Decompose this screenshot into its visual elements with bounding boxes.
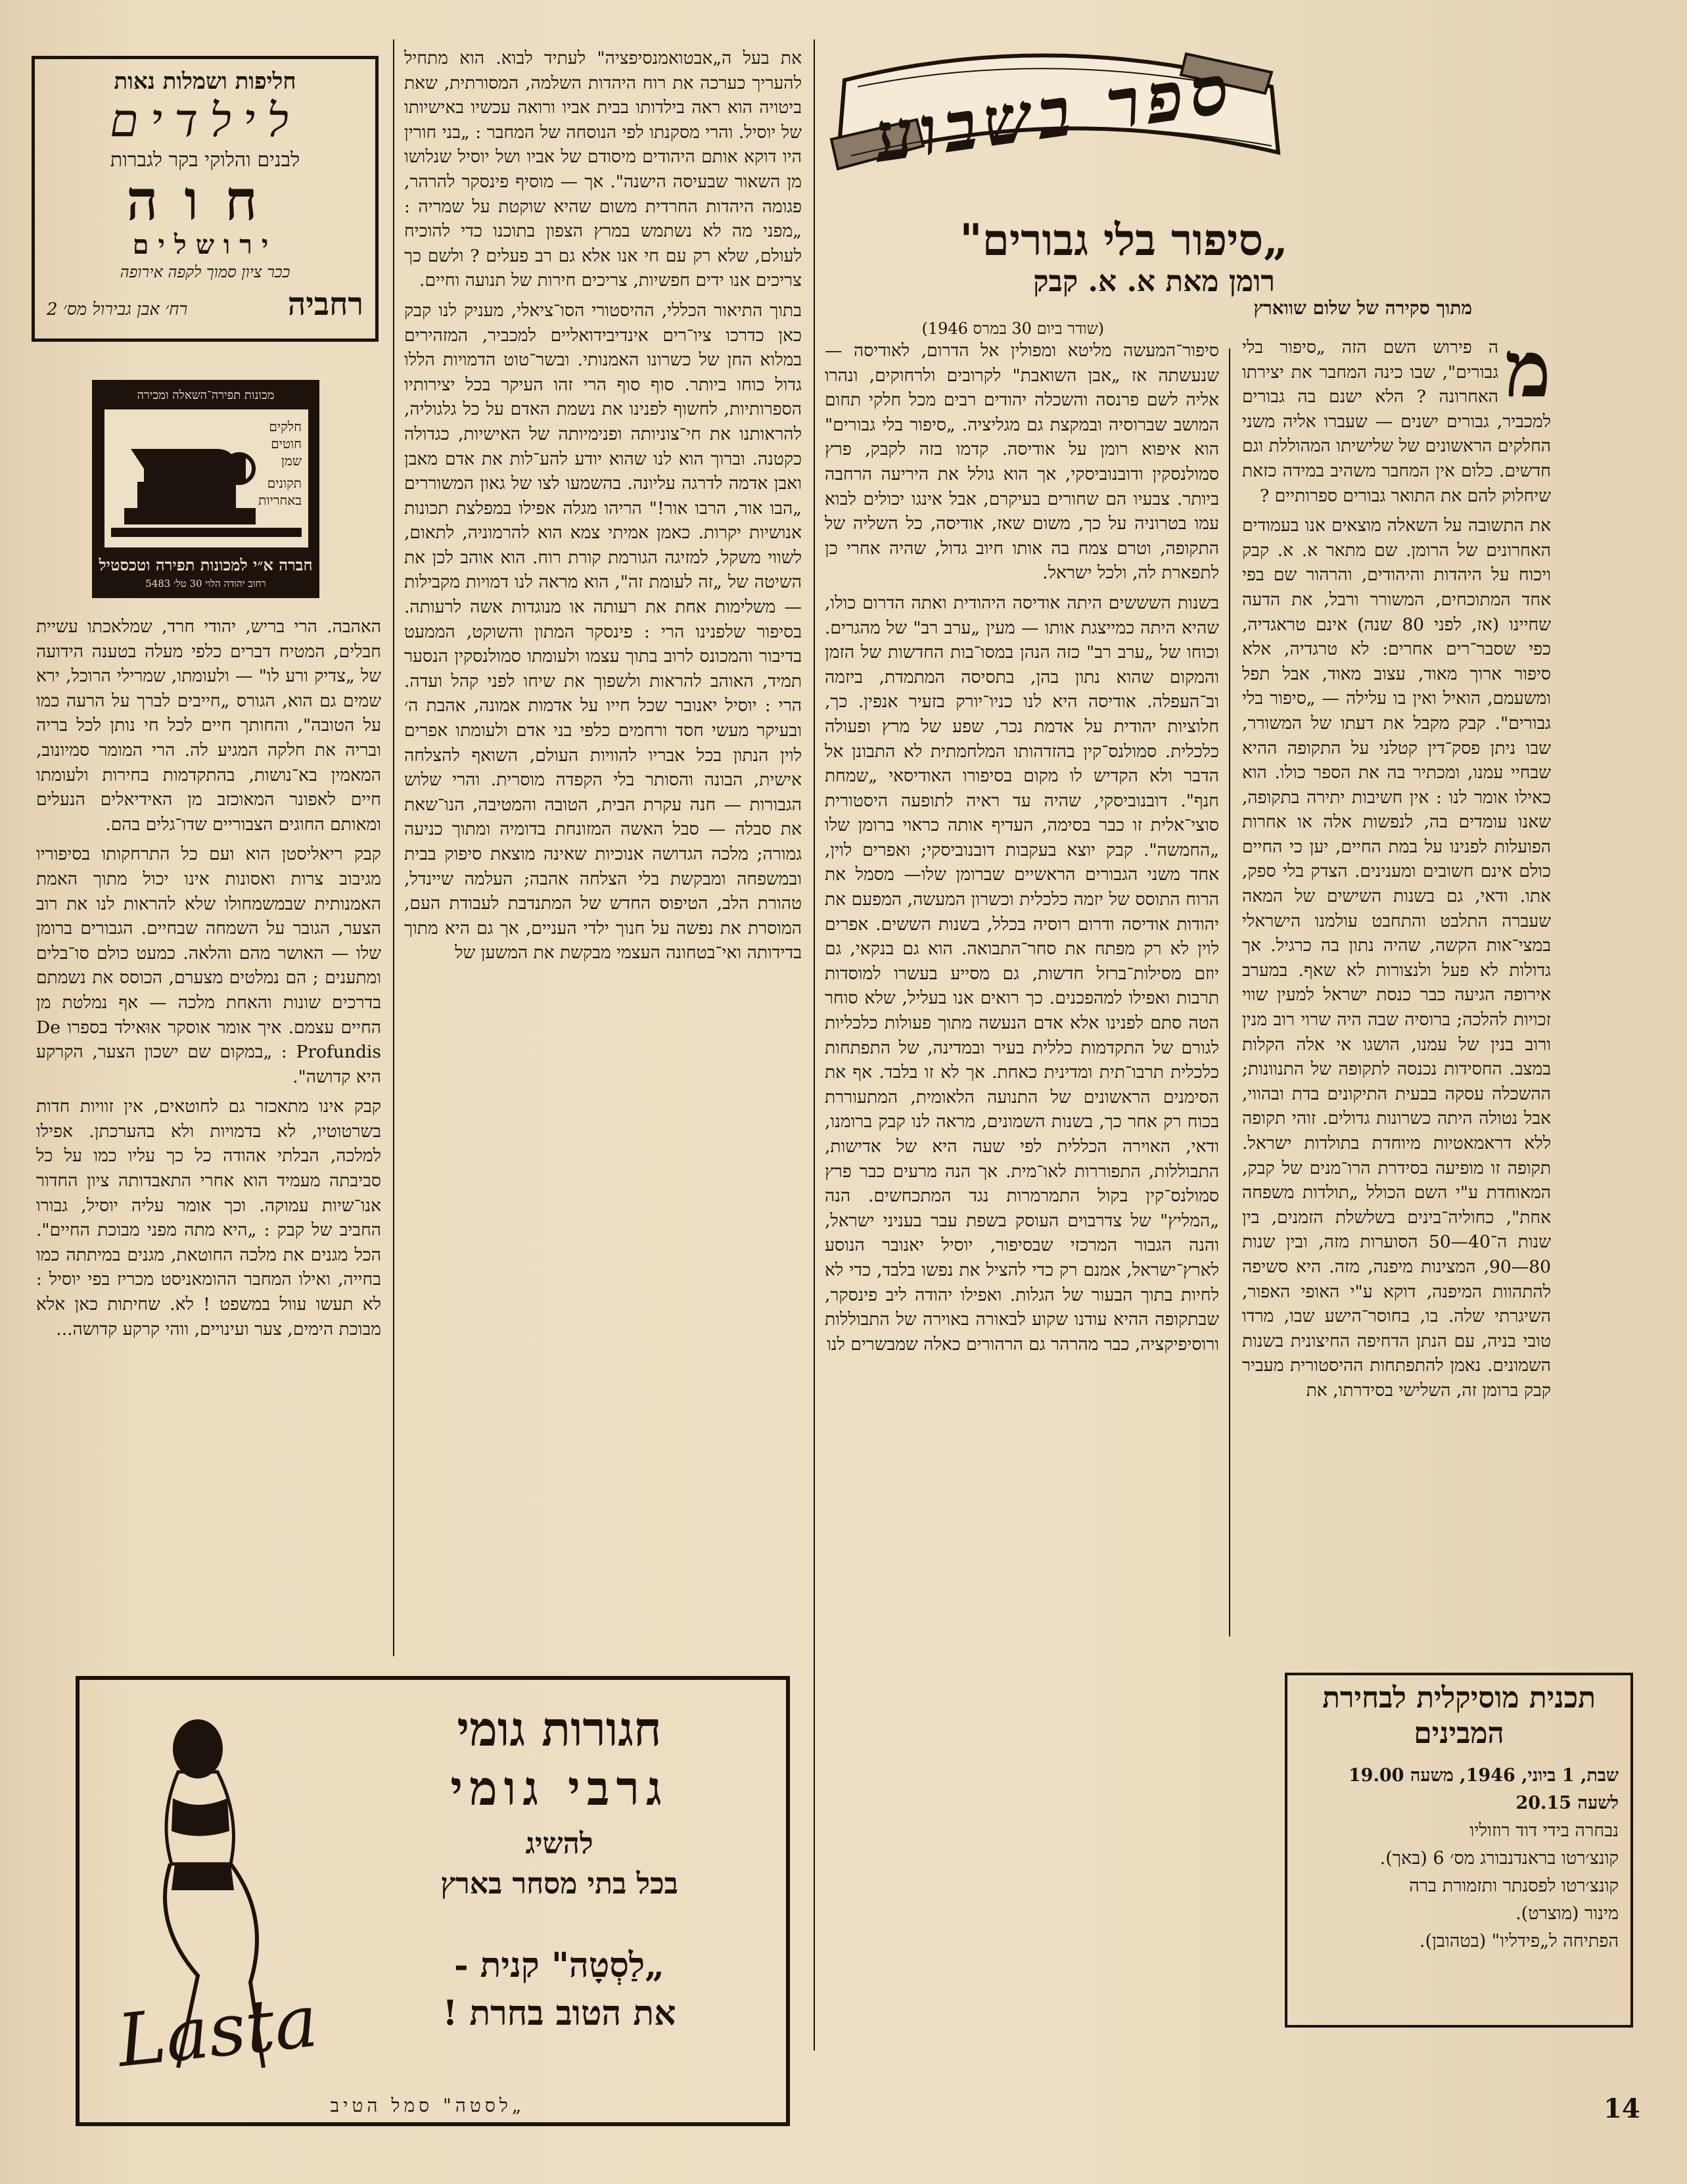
ad-address: רחוב יהודה הלוי 30 טל׳ 5483 — [145, 578, 266, 590]
paragraph: את התשובה על השאלה מוצאים אנו בעמודים האחרונים של הרומן. שם מתאר א. א. קבק ויכוח על היהדות והיהודים, והרהור שם בפי אחד המתוכחים, המשורר ורבל, את הדעה שחיינו (אז, לפני 80 שנה) אינם טראגדיה, כפי שסבר־רים אחרים: לא טרגדיה, אלא סיפור ארוך מאוד, עצוב מאוד, אבל תפל ומשעמם, הואיל ואין בו עלילה — „סיפור בלי גבורים". קבק מקבל את דעתו של המשורר, שבו ניתן פסק־דין קטלני על התקופה ההיא שבחיי עמנו, ומכתיר בה את הספר כולו. הוא כאילו אומר לנו : אין חשיבות יתירה בתקופה, שאנו עומדים בה, לנפשות אלה או אחרות הפועלות לפנינו על במת החיים, יען כי החיים כולם אינם חשובים ומענינים. הצדק בלי ספק, אתו. ודאי, גם בשנות השישים של המאה שעברה התלבט והתחבט עולמנו הישראלי במצי־אות הקשה, שהיה נתון בה כרגיל. אך גדולות לא פעל ולנצורות לא שאף. במערב אירופה הגיעה כבר כנסת ישראל למעין שווי זכויות להלכה; ברוסיה שבה היה שרוי רוב מנין ורוב בנין של עמנו, הושגו אי אלה הקלות במצב. החסידות נכנסה לתקופה של התנוונות; ההשכלה עסקה בבעית התיקונים בדת ובהווי, אבל נטולה היתה כשרונות גדולים. זוהי תקופה ללא דראמאטיות מיוחדת בתולדות ישראל. תקופה זו מופיעה בסידרת הרו־מנים של קבק, המאוחדת ע"י השם הכולל „תולדות משפחה אחת", כחוליה־בינים בשלשלת הזמנים, בין שנות ה־40—50 הסוערות מזה, ובין שנות 80—90, המצינות מיפנה, מזה. היא סשיפה להתהוות המיפנה, דוקא ע"י האופי האפור, השיגרתי שלה. בו, בחוסר־הישע שבו, מרדו טובי בניה, עם הנתן הדחיפה החיצונית בשנות השמונים. נאמן להתפתחות ההיסטורית מעביר קבק ברומן זה, השלישי בסידרתו, את — [1242, 515, 1551, 1401]
drop-cap: מ — [1505, 323, 1551, 415]
ad-line: באחריות — [258, 492, 302, 508]
ad-line: מינור (מוצרט). — [1515, 1903, 1619, 1924]
ad-line: „לַסְטָה" קנית - — [453, 1945, 665, 1986]
ad-line: מכונות תפירה־השאלה ומכירה — [137, 388, 275, 402]
paragraph: סיפור־המעשה מליטא ומפולין אל הדרום, לאודיסה — שנעשתה אז „אבן השואבת" לקרובים ולרחוקים, ונהרו אליה לשם פרנסה והשכלה יהודים רבים מכל חלקי תחום המושב שברוסיה ובמקצת גם מגליציה. „סיפור בלי גבורים" הוא איפוא רומן על אודיסה. קדמו בזה לקבק, פרץ סמולנסקין ודובנוביסקי, אך הוא גולל את היריעה הרחבה ביותר. צבעיו הם שחורים בעיקרם, אבל אינגו יכולים לבוא עמו בטרוניה על כך, משום שאז, אודיסה, כל השליה של התקופה, וטרם צמח בה אותו חיוב גדול, שהיה אחרי כן לתפארת לה, ולכל ישראל. — [825, 340, 1219, 584]
column-divider — [1229, 348, 1230, 1637]
article-byline: מתוך סקירה של שלום שווארץ — [1253, 297, 1472, 319]
ad-line: לשעה 20.15 — [1515, 1793, 1619, 1813]
article-subtitle: רומן מאת א. א. קבק — [1032, 265, 1275, 298]
column-divider — [393, 39, 394, 1656]
ad-title: תכנית מוסיקלית לבחירת המבינים — [1322, 1681, 1596, 1750]
ad-line: חוטים — [271, 436, 302, 452]
article-column-1 — [1242, 323, 1551, 1403]
paragraph: קבק אינו מתאכזר גם לחוטאים, אין זוויות חדות בשרטוטיו, לא בדמויות ולא בהערכתן. אפילו למלכה, הבלתי אהודה כל כך עליו כמו על כל סביבתה מעמיד הוא אחרי התאבדותה ציון החדור אנו־שיות עמוקה. וכך אומר עליה יוסיל, גבורו החביב של קבק : „היא מתה מפני מבוכת החיים". הכל מגנים את מלכה החוטאת, מגנים במיתתה כמו בחייה, ואילו המחבר ההומאניסט מכריז בפי יוסיל : לא תעשו עוול במשפט ! לא. שחיתות כאן אלא מבוכת הימים, צער ועינויים, ווהי קרקע קדושה... — [36, 1096, 381, 1339]
lasta-ad — [76, 1676, 790, 2126]
ad-line: לילדים — [109, 93, 300, 147]
ad-line: הפתיחה ל„פידליו" (בטהובן). — [1419, 1931, 1619, 1951]
ad-line: קונצ׳רטו לפסנתר ותזמורת ברה — [1409, 1876, 1619, 1896]
ad-line: תקונים — [267, 475, 302, 491]
music-program-ad — [1285, 1673, 1633, 2028]
ad-line: את הטוב בחרת ! — [442, 1993, 676, 2033]
paragraph: קבק ריאליסטן הוא ועם כל התרחקותו בסיפוריו מגיבוב צרות ואסונות אינו יכול מתוך האמת האמנותית שבמשמחולו שלא להראות לנו את רוב הצער, הגובר על השמחה שבחיים. הגבורים ברומן שלו — האושר מהם והלאה. כמעט כולם סו־בלים ומתענים ; הם נמלטים מצערם, הכוסס את נשמתם בדרכים שונות והאחת מלכה — אף נמלטת מן החיים עצמם. איך אומר אוסקר אוּאילד בספרו De Profundis : „במקום שם ישכון הצער, הקרקע היא קדושה". — [36, 844, 381, 1087]
ad-brand: חוה — [126, 168, 284, 233]
ad-line: קונצ׳רטו בראנדנבורג מס׳ 6 (באך). — [1379, 1848, 1619, 1869]
article-broadcast-date: (שודר ביום 30 במרס 1946) — [921, 319, 1104, 338]
paragraph: בתוך התיאור הכללי, ההיסטורי הסו־ציאלי, מעניק לנו קבק כאן כדרכו ציו־רים אינדיבידואליים למכביר, המזהירים במלוא החן של כשרונו האמנותי. ובשר־טוט הדמויות הללו גדול כוחו ביותר. סוף סוף הרי זהו העיקר בכל יצירותיו הספרותיות, לחשוף לפנינו את נשמת האדם על כל גלגוליה, להראותנו את חי־צוניותה ופנימיותה של האישיות, כגדולה כקטנה. וברוך הוא לנו שהוא יודע להע־לות את אדם מאבן ואבן אדמה לדרגה עליונה. בהשמעו לצו של גאון המשוררים „הבו אור, הרבו אור!" הריהו מגלה אפילו במפלצת תכונות אנושיות יקרות. כאמן אמיתי צמא הוא להרמוניה, לתאום, לשווי משקל, למזיגה הגורמת קורת רוח. הוא אוהב לכן את השיטה של „זה לעומת זה", הוא מראה לנו דמויות מקבילות — משלימות אחת את רעותה או מנוגדות אשה לרעותה. בסיפור שלפנינו הרי : פינסקר המתון והשוקט, הממעט בדיבור והמכונס לרוב בתוך עצמו ולעומתו סמולנסקין הנסער תמיד, האוהב להראות ולשפוך את שיחו לפני קהל ועדה. הרי : יוסיל יאנובר שכל חייו על אדמות אמונה, אהבת ה׳ ובעיקר מעשי חסד ורחמים כלפי בני אדם ולעומתו אפרים לוין הנתון בכל אבריו להוויות העולם, השואף להצלחה אישית, הבונה והסותר בלי הקפדה מוסרית. והרי שלוש הגבורות — חנה עקרת הבית, הטובה והמטיבה, הנו־שאת את סבלה — סבל האשה המזונחת בדומיה ומתוך כניעה גמורה; מלכה הגדושה אנוכיות שאינה מוצאת סיפוק בבית ובמשפחה ומבקשת בלי הצלחה אהבה; העלמה שיינדל, טהורת הלב, הטיפוס החדש של המתנדבת לעבודת העם, המוסרת את נפשה על חנוך ילדי העניים, אך גם היא מתוך בדידותה ואי־בטחונה העצמי מבקשת את המשען של — [404, 300, 802, 964]
ad-line: ככר ציון סמוך לקפה אירופה — [120, 263, 290, 281]
masthead-logo — [818, 41, 1291, 192]
ad-line: חגורות גומי — [457, 1701, 662, 1757]
ad-line: גרבי גומי — [450, 1760, 668, 1816]
ad-line: בכל בתי מסחר בארץ — [440, 1867, 678, 1901]
ad-line: שבת, 1 ביוני, 1946, משעה 19.00 — [1348, 1765, 1619, 1786]
lasta-logo: Lasta — [113, 1978, 322, 2083]
paragraph: ה פירוש השם הזה „סיפור בלי גבורים", שבו כינה המחבר את יצירתו האחרונה ? הלא ישנם בה גבורים למכביר, גבורים ישנים — שעברו אליה משני החלקים הראשונים של שלישיתו המהוללת וגם חדשים. כלום אין המחבר משהיב במידה כזאת שיחלוק להם את התואר גבורים ספרותיים ? — [1242, 337, 1551, 506]
ad-line: חלקים — [269, 419, 302, 434]
logo-text: ספר בשבוע — [869, 47, 1241, 178]
paragraph: בשנות השששים היתה אודיסה היהודית ואתה הדרום כולו, שהיא היתה כמייצגת אותו — מעין „ערב רב" של מהגרים. וכוחו של „ערב רב" כזה הנהן במסו־בות החדשות של הזמן והמקום שהוא נתון בהן, בתסיסה המתמדת, ביזמה וב־העפלה. אודיסה היא לנו כניו־יורק בזעיר אנפין. כך, חלוציות יהודית על אדמת נכר, שפע של מרץ ופעולה כלכלית. סמולנס־קין בהזדהותו המלחמתית לא התבונן אל הדבר ולא הקדיש לו מקום בסיפורו האודיסאי „שמחת חנף". דובנוביסקי, שהיה עד ראיה לתופעה היסטורית סוצי־אלית זו כבר בסימה, העדיף אותה כראוי ברומן שלו „החמשה". קבק יוצא בעקבות דובנוביסקי; ואפרים לוין, אחד משני הגבורים הראשיים שברומן שלו— מסמל את הרוח התוסס של יזמה כלכלית וכשרון המעשה, המפעם את יהודות אודיסה ודרום רוסיה בכלל, בשנות הששים. אפרים לוין לא רק מפתח את סחר־התבואה. הוא גם בנקאי, גם יוזם מסילות־ברזל חדשות, גם מסייע בעשרו למוסדות תרבות ואפילו למהפכנים. כך רואים אנו בעליל, שלא סוחר הטה סתם לפנינו אלא אדם הנעשה מתוך פעולות כלכליות לגורם של התקדמות כללית בעיר ובמדינה, של התפתחות כלכלית תרבו־תית ומדינית כאחת. אך לא זו בלבד. אף את הסימנים הראשונים של התנועה הלאומית, המתעוררת בכוח רק אחר כך, בשנות השמונים, מראה לנו קבק ברומנו, ודאי, האוירה הכללית לפי שעה היא של אדישות, התבוללות, התפוררות לאו־מית. אך הנה מרעים כבר פרץ סמולנס־קין בקול התמרמרות נגד המתכחשים. הנה „המליץ" של צדרבוים העוסק בשפת עבר בעניני ישראל, והנה הגבור המרכזי שבסיפור, יוסיל יאנובר הנוסע לארץ־ישראל, אמנם רק כדי להציל את נפשו בלבד, כדי לא לחיות בתוך הבעור של הגלות. ואפילו יהודה ליב פינסקר, שבתקופה ההיא עודנו שקוע לבאורה באוירה של התבוללות ורוסיפיקציה, כבר מהרהר גם הרהורים כאלה שמבשרים לנו — [825, 592, 1219, 1355]
ad-line: לבנים והלוקי בקר לגברות — [110, 149, 300, 172]
column-divider — [814, 39, 815, 2051]
ad-line: נבחרה בידי דוד רוזוליו — [1469, 1821, 1619, 1841]
article-column-4 — [36, 615, 381, 1341]
paragraph: את בעל ה„אבטואמנסיפציה" לעתיד לבוא. הוא מתחיל להעריך כערכה את רוח היהדות השלמה, המסורתית, שאת ביטויה הוא ראה בילדותו בבית אביו ורואה עכשיו באישיותו של יוסיל. והרי מסקנתו לפי הנוסחה של המחבר : „בני חורין היו דוקא אותם היהודים מיסודם של אביו ושל יוסיל שנלושו מן השאור שבעיסה הישנה". אך — מוסיף פינסקר להרהר, פגומה היהדות החרדית משום שהיא שוקטת על שמריה : „מפני מה לא נשתמש במרץ הצפון בתוכנו כדי להוכיח לעולם, שלא רק עם חי אנו אלא גם רב פעלים ? ולשם כך צריכים אנו ידים חפשיות, צריכים חירות של תנועה וחיים. — [404, 48, 802, 291]
article-column-2 — [825, 338, 1219, 1357]
sewing-machine-ad — [92, 380, 319, 598]
article-column-3 — [404, 46, 802, 965]
kids-clothing-ad — [32, 56, 379, 342]
ad-line: חליפות ושמלות נאות — [114, 68, 296, 95]
ad-line: להשיג — [525, 1827, 593, 1861]
ad-line: רחביה — [287, 286, 363, 323]
ad-company: חברה א״י למכונות תפירה וטכסטיל — [99, 555, 313, 574]
ad-footer: „לסטה" סמל הטיב — [330, 2095, 526, 2116]
article-title: „סיפור בלי גבורים" — [959, 214, 1288, 266]
ad-line: שמן — [281, 453, 302, 469]
page-number: 14 — [1604, 2093, 1640, 2124]
ad-line: ירושלים — [132, 229, 278, 260]
ad-line: רח׳ אבן גבירול מס׳ 2 — [47, 300, 188, 319]
paragraph: האהבה. הרי בריש, יהודי חרד, שמלאכתו עשיית חבלים, המטיח דברים כלפי מעלה בטענה הידועה של „צדיק ורע לו" — ולעומתו, שמרילי הרוכל, ירא שמים גם הוא, הגורס „חייבים לברך על הרעה כמו על הטובה", והחותך חיים לכל חי נותן לכל בריה ובריה את חלקה המגיע לה. הרי המומר סמיונוב, המאמין בא־נושות, בהתקדמות בחירות ולעומתו חיים לאפונר המאוכזב מן האידיאלים הנעלים ומאותם החוגים הצבוריים שדו־גלים בהם. — [36, 616, 381, 835]
